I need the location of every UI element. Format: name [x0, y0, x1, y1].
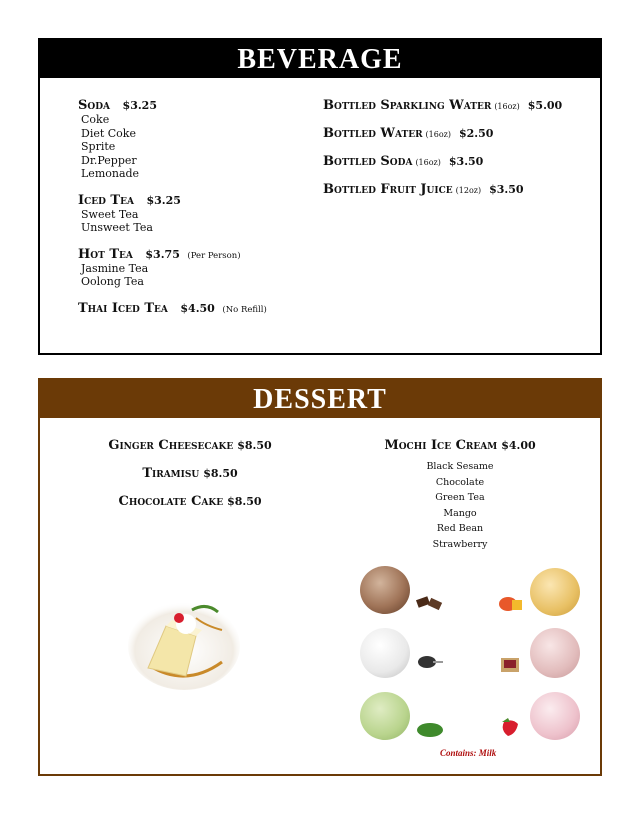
chocolate-pieces-icon [415, 592, 445, 614]
item-size: (12oz) [455, 186, 482, 195]
thai-iced-tea-group [78, 301, 318, 316]
group-name: Soda [78, 98, 111, 113]
strawberry-icon [498, 716, 526, 738]
item-name: Bottled Fruit Juice [323, 182, 453, 197]
list-item: Coke [81, 113, 110, 126]
item-name: Chocolate Cake [118, 494, 224, 509]
item-name: Bottled Sparkling Water [323, 98, 492, 113]
item-name: Ginger Cheesecake [108, 438, 234, 453]
flavor-item: Black Sesame [426, 461, 494, 472]
group-note: (No Refill) [222, 304, 267, 315]
cheesecake-photo [126, 596, 242, 692]
group-name: Thai Iced Tea [78, 300, 168, 316]
list-item: Oolong Tea [81, 275, 144, 288]
hot-tea-group [78, 247, 318, 289]
beverage-right-column [323, 98, 593, 210]
group-note: (Per Person) [187, 250, 241, 261]
item-name: Bottled Soda [323, 154, 413, 169]
flavor-item: Green Tea [435, 492, 485, 503]
sesame-spoon-icon [415, 652, 443, 672]
beverage-left-column [78, 98, 318, 328]
mochi-ice-cream-line [340, 438, 580, 453]
item-size: (16oz) [494, 102, 520, 111]
group-name: Hot Tea [78, 246, 133, 262]
strawberry-mochi-image [530, 692, 580, 740]
list-item: Sprite [81, 140, 116, 153]
tiramisu-line [60, 466, 320, 481]
item-price: $5.00 [527, 99, 563, 112]
dessert-title: DESSERT [40, 380, 600, 418]
bottled-soda-line [323, 154, 593, 169]
group-price: $3.75 [145, 247, 180, 261]
flavor-item: Red Bean [436, 523, 484, 534]
dessert-section [38, 378, 602, 776]
chocolate-mochi-image [360, 566, 410, 614]
item-name: Bottled Water [323, 126, 423, 141]
group-name: Iced Tea [78, 192, 134, 208]
matcha-powder-icon [415, 718, 445, 738]
green-tea-mochi-image [360, 692, 410, 740]
red-bean-box-icon [498, 654, 522, 674]
red-bean-mochi-image [530, 628, 580, 678]
beverage-section [38, 38, 602, 355]
flavor-item: Mango [443, 507, 477, 519]
group-price: $3.25 [122, 99, 157, 112]
group-price: $4.50 [180, 301, 215, 315]
item-price: $4.00 [501, 439, 536, 452]
item-price: $8.50 [203, 467, 238, 480]
bottled-water-line [323, 126, 593, 141]
group-price: $3.25 [146, 193, 181, 207]
beverage-title: BEVERAGE [40, 40, 600, 78]
mochi-column [340, 438, 580, 552]
black-sesame-mochi-image [360, 628, 410, 678]
dessert-left-column [60, 438, 320, 522]
ginger-cheesecake-line [60, 438, 320, 453]
list-item: Diet Coke [81, 126, 136, 140]
list-item: Unsweet Tea [81, 221, 153, 234]
allergen-note: Contains: Milk [440, 748, 497, 758]
bottled-sparkling-water-line [323, 98, 593, 113]
item-price: $3.50 [448, 155, 484, 168]
list-item: Dr.Pepper [81, 153, 137, 167]
item-size: (16oz) [425, 130, 451, 139]
item-price: $8.50 [227, 495, 262, 508]
bottled-fruit-juice-line [323, 182, 593, 197]
item-price: $2.50 [459, 127, 494, 140]
item-size: (16oz) [415, 158, 441, 167]
iced-tea-group [78, 193, 318, 235]
soda-group [78, 98, 318, 181]
item-name: Tiramisu [142, 466, 200, 481]
list-item: Sweet Tea [81, 207, 139, 221]
mango-mochi-image [530, 568, 580, 616]
chocolate-cake-line [60, 494, 320, 509]
mango-icon [498, 592, 526, 614]
list-item: Jasmine Tea [81, 261, 149, 275]
item-name: Mochi Ice Cream [384, 438, 498, 453]
flavor-item: Chocolate [435, 476, 485, 488]
item-price: $8.50 [237, 439, 272, 452]
item-price: $3.50 [489, 183, 524, 196]
flavor-item: Strawberry [432, 538, 488, 550]
list-item: Lemonade [81, 167, 140, 180]
